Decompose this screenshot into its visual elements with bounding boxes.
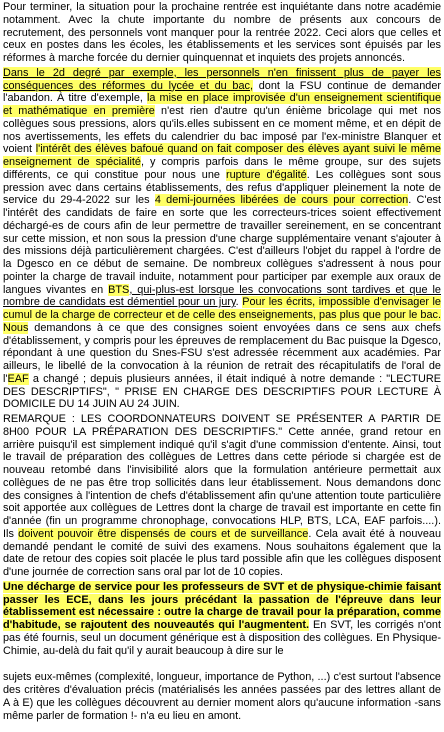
highlight-segment: doivent pouvoir être dispensés de cours et de surveillance xyxy=(18,527,309,540)
text-segment: . C'est l'intérêt des candidats de faire en sorte que les correcteurs-trices soient effectivement déchargé-es de cours afin de leur permettre de travailler sereinement, en se concentrant sur cette mission, et non sous la pression d'une charge supplémentaire venant s'ajouter à des missions déjà particulièrement chargées. C'est d'ailleurs l'objet du rappel à l'ordre de la Dgesco en ce début de semaine. De nombreux collègues s'adressent à nous pour pointer la charge de travail induite, notamment pour participer par exemple aux oraux de langues vivantes en xyxy=(3,194,442,296)
text-segment: Pour terminer, la situation pour la prochaine rentrée est inquiétante dans notre académie notamment. Avec la chute importante du nombre de présents aux concours de recrutement, des personnels vont manquer pour la rentrée 2022. Ceci alors que celles et ceux en postes dans les écoles, les établissements et les services sont épuisés par les réformes à marche forcée du dernier quinquennat et inquiets des projets annoncés. xyxy=(3,1,441,64)
highlight-segment: 4 demi-journées libérées de cours pour correction xyxy=(154,194,409,207)
highlight-segment: l'intérêt des élèves bafoué quand on fait composer des élèves ayant suivi le même enseignement de spécialité xyxy=(3,143,441,168)
text-segment: a changé ; depuis plusieurs années, il était indiqué à notre demande : "LECTURE DES DESCRIPTIFS", " PRISE EN CHARGE DES DESCRIPTIFS POUR LECTURE À DOMICILE DU 14 JUIN AU 24 JUIN. xyxy=(3,372,441,411)
highlight-segment: Dans le 2d degré par exemple, les personnels n'en finissent plus de payer les conséquences des réformes du lycée et du bac, xyxy=(3,66,441,92)
text-segment: . Cela avait été à nouveau demandé pendant le comité de suivi des examens. Nous souhaitons également que la date de retour des copies soit placée le plus tard possible afin que les collègues disposent d'une journée de correction sans oral par lot de 10 copies. xyxy=(3,527,442,578)
highlight-segment: BTS xyxy=(108,283,130,296)
text-segment: demandons à ce que des consignes soient envoyées dans ce sens aux chefs d'établissement, y compris pour les épreuves de remplacement du Bac puisque la Dgesco, répondant à une question du Snes-FSU s'est adressée récemment aux académies. Par ailleurs, le libellé de la convocation à la réunion de retrait des récapitulatifs de l'oral de l' xyxy=(3,321,441,385)
text-segment: n'est rien d'autre qu'un énième bricolage qui met nos collègues sous pressions, alors qu'ils.elles subissent en ce moment même, et en dépit de nos avertissements, les effets du calendrier du bac imposé par l'ex-ministre Blanquer et voient xyxy=(3,105,441,156)
text-segment: , y compris parfois dans le même groupe, sur des sujets différents, ce qui constitue pour nous une xyxy=(3,156,441,181)
paragraph-remarque xyxy=(3,413,441,579)
highlight-segment: rupture d'égalité xyxy=(225,168,307,181)
paragraph-rentree xyxy=(3,1,441,65)
paragraph-sujets xyxy=(3,671,441,722)
paragraph-second-degre xyxy=(3,67,441,411)
underlined-segment: , qui-plus-est lorsque les convocations sont tardives et que le nombre de candidats est démentiel pour un jury xyxy=(3,283,441,309)
text-segment: REMARQUE : LES COORDONNATEURS DOIVENT SE PRÉSENTER A PARTIR DE 8H00 POUR LA PRÉPARATION DES DESCRIPTIFS." Cette année, grand retour en arrière puisqu'il est simplement indiqué qu'il s'agit d'une commission d'entente. Ainsi, tout le travail de préparation des collègues de Lettres dans cette période si chargée est de nouveau retombé dans l'invisibilité alors que la formulation antérieure permettait aux collègues de ne pas être trop sollicités dans leur établissement. Nous demandons donc des consignes à l'intention de chefs d'établissement afin qu'une attention toute particulière soit apportée aux collègues de Lettres dont la charge de travail est importante en cette fin d'année (fin un programme chronophage, convocations HLP, BTS, LCA, EAF parfois....). Ils xyxy=(3,413,441,540)
highlight-bold-segment: Une décharge de service pour les professeurs de SVT et de physique-chimie faisant passer les ECE, dans les jours précédant la passation de l'épreuve dans leur établissement est nécessaire : outre la charge de travail pour la préparation, comme d'habitude, se rajoutent des nouveautés qui l'augmentent. xyxy=(3,580,441,631)
highlight-segment: Pour les écrits, impossible d'envisager le cumul de la charge de correcteur et de celle des enseignements, pas plus que pour le bac. xyxy=(3,296,441,321)
text-segment: sujets eux-mêmes (complexité, longueur, importance de Python, ...) c'est surtout l'absence des critères d'évaluation précis (matérialisés les années passées par des lettres allant de A à E) que les collègues découvrent au dernier moment alors qu'aucune information -sans même parler de formation !- n'a eu lieu en amont. xyxy=(3,671,441,722)
highlight-segment: Nous xyxy=(3,321,29,334)
page-break-gap xyxy=(3,657,441,671)
highlight-segment: EAF xyxy=(7,372,29,385)
highlight-segment: la mise en place improvisée d'un enseignement scientifique et mathématique en première xyxy=(3,92,441,117)
text-segment: En SVT, les corrigés n'ont pas été fournis, seul un document générique est à disposition des collègues. En Physique-Chimie, au-delà du fait qu'il y aurait beaucoup à dire sur le xyxy=(3,619,441,657)
text-segment: dont la FSU continue de demander l'abandon. À titre d'exemple, xyxy=(3,79,441,105)
paragraph-decharge-svt xyxy=(3,581,441,658)
text-segment: . xyxy=(235,296,243,309)
text-segment: . Les collègues sont sous pression avec dans certains établissements, des refus d'appliquer pleinement la note de service du 29-4-2022 sur les xyxy=(3,168,441,207)
